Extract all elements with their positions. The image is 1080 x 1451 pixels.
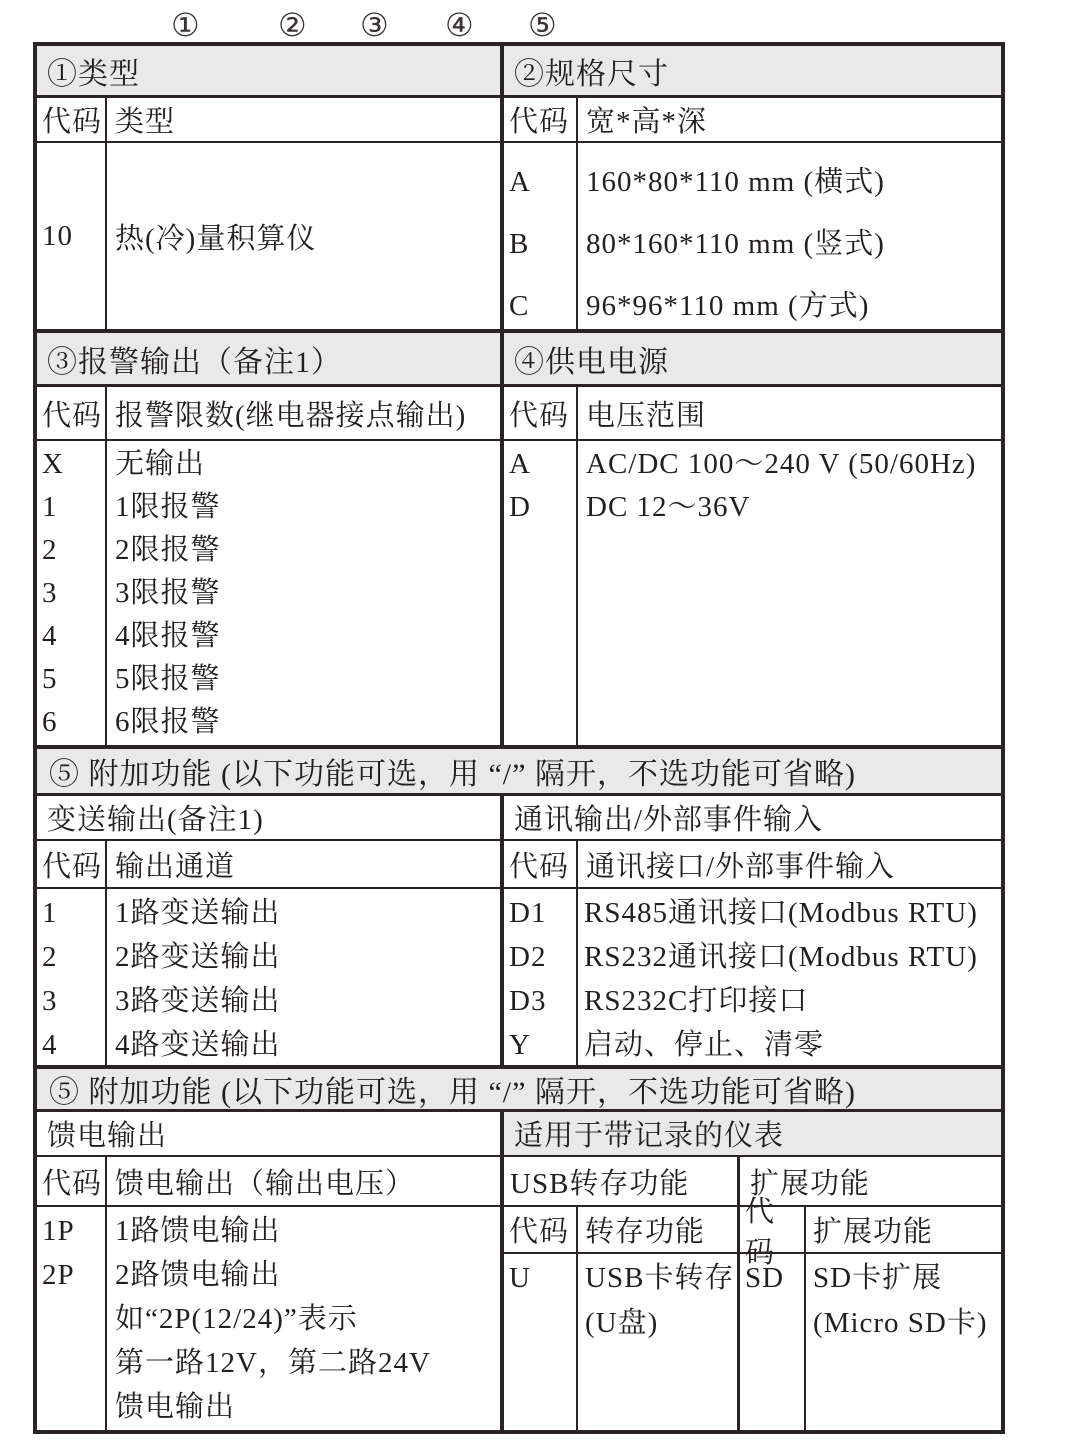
feed-code: 2P [42, 1259, 75, 1291]
feed-value: 1路馈电输出 [115, 1215, 281, 1247]
size-code: A [509, 166, 531, 198]
alarm-code: 5 [42, 663, 58, 695]
alarm-value: 2限报警 [115, 534, 221, 566]
type-code-header: 代码 [37, 98, 107, 141]
record-subtitle: 适用于带记录的仪表 [514, 1120, 785, 1152]
alarm-value: 4限报警 [115, 620, 221, 652]
section-header-row-3 [37, 749, 1001, 796]
expand-row-value-line2: (Micro SD卡) [813, 1307, 988, 1339]
alarm-code: 3 [42, 577, 58, 609]
transmit-value: 3路变送输出 [115, 985, 281, 1017]
expand-code-header: 代码 [740, 1207, 806, 1252]
power-code: A [509, 448, 531, 480]
transmit-code-header: 代码 [37, 841, 107, 887]
size-value: 80*160*110 mm (竖式) [586, 228, 885, 260]
usb-row-value-line2: (U盘) [585, 1307, 659, 1339]
alarm-code-header: 代码 [37, 387, 107, 439]
comm-value: 启动、停止、清零 [584, 1029, 825, 1061]
transmit-value-header: 输出通道 [115, 850, 236, 883]
circled-marker-2: ② [278, 7, 307, 43]
usb-row-value-line1: USB卡转存 [585, 1262, 735, 1294]
circled-marker-3: ③ [360, 7, 389, 43]
column-header-row-1 [37, 98, 1001, 143]
comm-value: RS232C打印接口 [584, 985, 809, 1017]
feed-value: 2路馈电输出 [115, 1259, 281, 1291]
power-codes [504, 441, 578, 745]
alarm-section-title: ③报警输出（备注1） [47, 345, 342, 379]
feed-value-header: 馈电输出（输出电压） [115, 1167, 416, 1200]
usb-ext-column-header-row [504, 1195, 1001, 1269]
size-code-header: 代码 [504, 98, 578, 141]
column-header-row-2 [37, 387, 1001, 441]
comm-subtitle: 通讯输出/外部事件输入 [514, 804, 824, 836]
comm-values [578, 889, 1001, 1065]
expand-row-code: SD [745, 1262, 785, 1294]
column-header-row-3 [37, 841, 1001, 889]
comm-codes [504, 889, 578, 1065]
type-row-value: 热(冷)量积算仪 [115, 222, 317, 255]
size-code: B [509, 228, 530, 260]
feed-values [107, 1207, 500, 1430]
alarm-value: 6限报警 [115, 706, 221, 738]
transmit-values [107, 889, 500, 1065]
type-section-title: ①类型 [47, 57, 140, 91]
comm-code: Y [509, 1029, 531, 1061]
alarm-code: 2 [42, 534, 58, 566]
expand-group-header: 扩展功能 [750, 1167, 871, 1200]
size-values [578, 143, 1001, 329]
section-header-row-4 [37, 1069, 1001, 1112]
usb-group-header: USB转存功能 [510, 1167, 690, 1200]
transmit-value: 2路变送输出 [115, 941, 281, 973]
column-header-row-4 [37, 1157, 1001, 1207]
section-header-row-1 [37, 46, 1001, 98]
alarm-value: 5限报警 [115, 663, 221, 695]
alarm-code: 6 [42, 706, 58, 738]
alarm-code: X [42, 448, 64, 480]
usb-value-header: 转存功能 [585, 1216, 706, 1248]
power-values [578, 441, 1001, 745]
alarm-code: 4 [42, 620, 58, 652]
power-value: DC 12～36V [586, 491, 751, 523]
feed-code: 1P [42, 1215, 75, 1247]
transmit-code: 4 [42, 1029, 58, 1061]
comm-code: D2 [509, 941, 547, 973]
size-code: C [509, 290, 530, 322]
expand-row-value-line1: SD卡扩展 [813, 1262, 943, 1294]
alarm-values [107, 441, 500, 745]
comm-code: D1 [509, 897, 547, 929]
subtitle-row-1 [37, 796, 1001, 841]
type-value-header: 类型 [115, 106, 176, 138]
power-value-header: 电压范围 [586, 399, 707, 432]
alarm-value: 3限报警 [115, 577, 221, 609]
usb-code-header: 代码 [504, 1207, 578, 1252]
power-code-header: 代码 [504, 387, 578, 439]
size-value: 96*96*110 mm (方式) [586, 290, 870, 322]
type-row-code: 10 [37, 143, 107, 329]
ordering-code-table [33, 42, 1005, 1434]
usb-ext-body-row [504, 1254, 1001, 1430]
circled-marker-1: ① [171, 7, 200, 43]
alarm-codes [37, 441, 107, 745]
power-value: AC/DC 100～240 V (50/60Hz) [586, 448, 977, 480]
transmit-code: 2 [42, 941, 58, 973]
alarm-value-header: 报警限数(继电器接点输出) [115, 399, 467, 432]
subtitle-row-2 [37, 1112, 1001, 1157]
transmit-code: 3 [42, 985, 58, 1017]
feed-subtitle: 馈电输出 [47, 1120, 168, 1152]
body-row-2 [37, 441, 1001, 749]
size-value: 160*80*110 mm (横式) [586, 166, 885, 198]
expand-row-value-cell [806, 1254, 1001, 1430]
extra1-section-title: ⑤ 附加功能 (以下功能可选，用 “/” 隔开，不选功能可省略) [49, 758, 856, 791]
transmit-code: 1 [42, 897, 58, 929]
expand-row-code-cell [740, 1254, 806, 1430]
usb-row-code: U [509, 1262, 531, 1294]
body-row-3 [37, 889, 1001, 1069]
power-section-title: ④供电电源 [514, 345, 669, 379]
feed-note-line: 第一路12V，第二路24V [115, 1347, 431, 1379]
comm-code: D3 [509, 985, 547, 1017]
size-value-header: 宽*高*深 [586, 106, 708, 138]
body-row-4 [37, 1195, 1001, 1430]
transmit-codes [37, 889, 107, 1065]
section-header-row-2 [37, 333, 1001, 387]
comm-value: RS232通讯接口(Modbus RTU) [584, 941, 978, 973]
comm-value: RS485通讯接口(Modbus RTU) [584, 897, 978, 929]
alarm-value: 1限报警 [115, 491, 221, 523]
transmit-subtitle: 变送输出(备注1) [47, 804, 264, 836]
circled-marker-5: ⑤ [528, 7, 557, 43]
feed-note-line: 馈电输出 [115, 1391, 236, 1423]
circled-marker-4: ④ [445, 7, 474, 43]
usb-row-value-cell [578, 1254, 737, 1430]
transmit-value: 1路变送输出 [115, 897, 281, 929]
feed-note-line: 如“2P(12/24)”表示 [115, 1303, 358, 1335]
power-code: D [509, 491, 531, 523]
feed-code-header: 代码 [37, 1157, 107, 1205]
expand-value-header: 扩展功能 [813, 1216, 934, 1248]
body-row-1 [37, 143, 1001, 333]
feed-codes [37, 1207, 107, 1430]
usb-row-code-cell [504, 1254, 578, 1430]
alarm-value: 无输出 [115, 448, 206, 480]
size-codes [504, 143, 578, 329]
alarm-code: 1 [42, 491, 58, 523]
size-section-title: ②规格尺寸 [514, 57, 669, 91]
comm-value-header: 通讯接口/外部事件输入 [586, 850, 896, 883]
comm-code-header: 代码 [504, 841, 578, 887]
transmit-value: 4路变送输出 [115, 1029, 281, 1061]
extra2-section-title: ⑤ 附加功能 (以下功能可选，用 “/” 隔开，不选功能可省略) [49, 1076, 856, 1109]
